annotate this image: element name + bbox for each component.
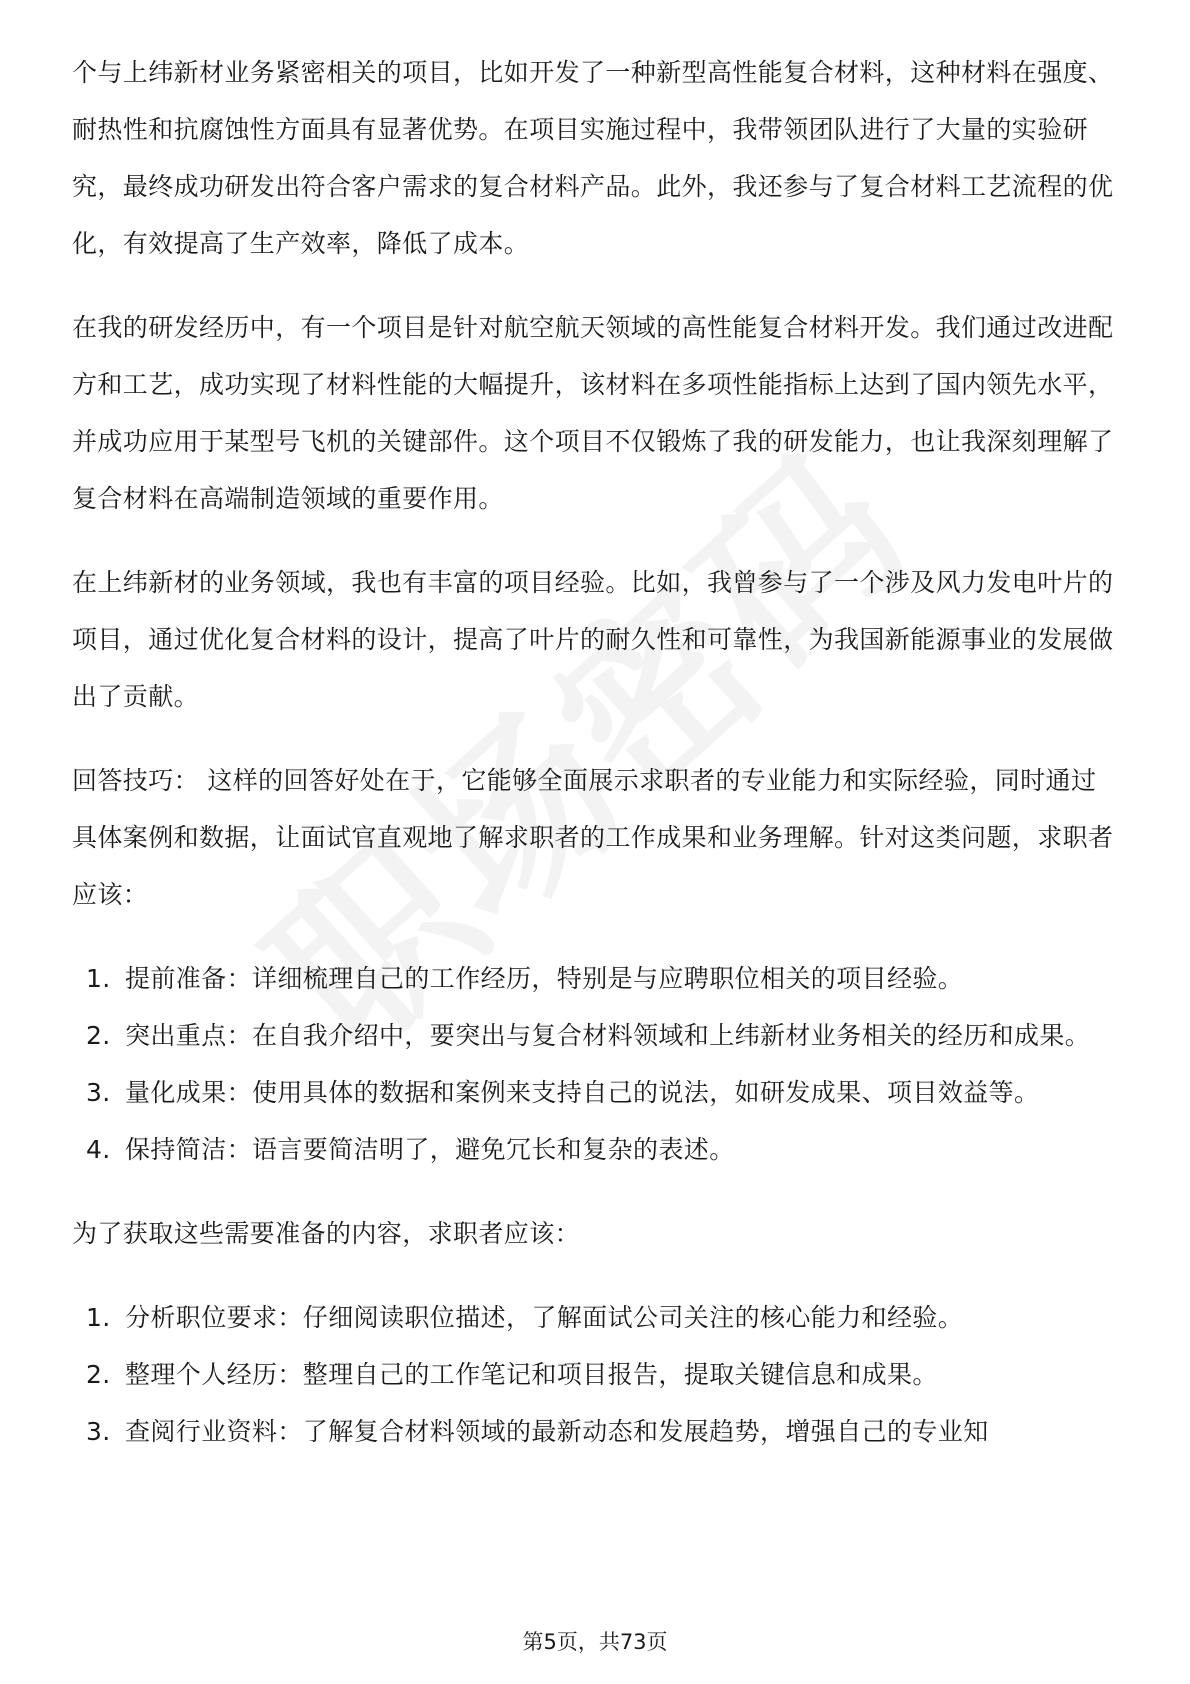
- page-footer: 第5页，共73页: [522, 1630, 668, 1654]
- preparation-list: [72, 950, 1118, 1178]
- list-number: 4.: [86, 1135, 111, 1164]
- list-item-text: 分析职位要求：仔细阅读职位描述，了解面试公司关注的核心能力和经验。: [125, 1303, 964, 1332]
- list-number: 1.: [86, 964, 111, 993]
- list-item: [72, 950, 1118, 1007]
- list-item-text: 突出重点：在自我介绍中，要突出与复合材料领域和上纬新材业务相关的经历和成果。: [125, 1021, 1091, 1050]
- list-number: 1.: [86, 1303, 111, 1332]
- document-body: [72, 44, 1118, 1487]
- list-number: 3.: [86, 1078, 111, 1107]
- list-item-text: 保持简洁：语言要简洁明了，避免冗长和复杂的表述。: [125, 1135, 735, 1164]
- paragraph-gather-content: 为了获取这些需要准备的内容，求职者应该：: [72, 1219, 581, 1248]
- list-number: 2.: [86, 1360, 111, 1389]
- list-item: [72, 1121, 1118, 1178]
- list-item: [72, 1007, 1118, 1064]
- paragraph-2: 在我的研发经历中，有一个项目是针对航空航天领域的高性能复合材料开发。我们通过改进配方和工艺，成功实现了材料性能的大幅提升，该材料在多项性能指标上达到了国内领先水平，并成功应用于某型号飞机的关键部件。这个项目不仅锻炼了我的研发能力，也让我深刻理解了复合材料在高端制造领域的重要作用。: [72, 313, 1114, 513]
- list-item: [72, 1289, 1118, 1346]
- list-item-text: 查阅行业资料：了解复合材料领域的最新动态和发展趋势，增强自己的专业知: [125, 1417, 989, 1446]
- paragraph-1: 个与上纬新材业务紧密相关的项目，比如开发了一种新型高性能复合材料，这种材料在强度、耐热性和抗腐蚀性方面具有显著优势。在项目实施过程中，我带领团队进行了大量的实验研究，最终成功研发出符合客户需求的复合材料产品。此外，我还参与了复合材料工艺流程的优化，有效提高了生产效率，降低了成本。: [72, 58, 1114, 258]
- gathering-list: [72, 1289, 1118, 1460]
- list-item: [72, 1346, 1118, 1403]
- list-number: 3.: [86, 1417, 111, 1446]
- paragraph-3: 在上纬新材的业务领域，我也有丰富的项目经验。比如，我曾参与了一个涉及风力发电叶片的项目，通过优化复合材料的设计，提高了叶片的耐久性和可靠性，为我国新能源事业的发展做出了贡献。: [72, 568, 1114, 711]
- paragraph-answer-tips: 回答技巧： 这样的回答好处在于，它能够全面展示求职者的专业能力和实际经验，同时通过具体案例和数据，让面试官直观地了解求职者的工作成果和业务理解。针对这类问题，求职者应该：: [72, 766, 1114, 909]
- list-item-text: 量化成果：使用具体的数据和案例来支持自己的说法，如研发成果、项目效益等。: [125, 1078, 1040, 1107]
- list-item: [72, 1403, 1118, 1460]
- list-item-text: 提前准备：详细梳理自己的工作经历，特别是与应聘职位相关的项目经验。: [125, 964, 964, 993]
- list-number: 2.: [86, 1021, 111, 1050]
- list-item: [72, 1064, 1118, 1121]
- list-item-text: 整理个人经历：整理自己的工作笔记和项目报告，提取关键信息和成果。: [125, 1360, 938, 1389]
